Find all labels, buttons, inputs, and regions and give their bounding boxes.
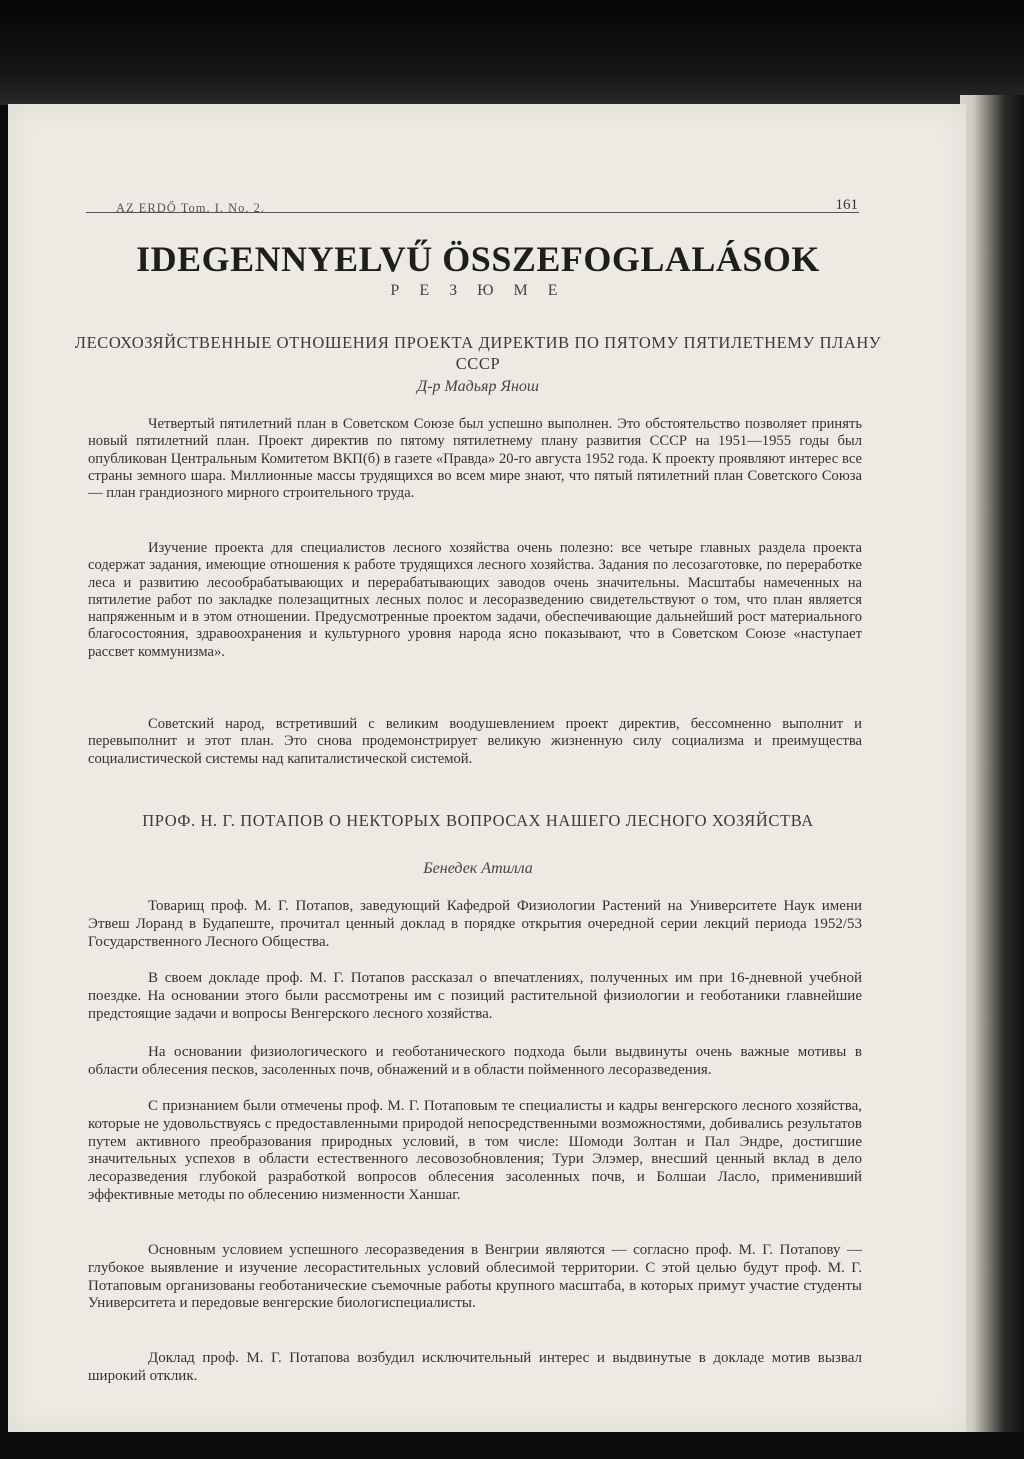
article1-heading: ЛЕСОХОЗЯЙСТВЕННЫЕ ОТНОШЕНИЯ ПРОЕКТА ДИРЕКТИВ ПО ПЯТОМУ ПЯТИЛЕТНЕМУ ПЛАНУ СССР [74, 333, 882, 373]
article1-paragraph-2: Изучение проекта для специалистов лесного хозяйства очень полезно: все четыре главных раздела проекта содержат задания, имеющие отношения к работе трудящихся лесного хозяйства. Задания по лесозаготовке, по переработке леса и развитию лесообрабатывающих и перерабатывающих заводов очень значительны. Масштабы намеченных на пятилетие работ по закладке полезащитных лесных полос и лесоразведению свидетельствуют о том, что план является напряженным и в этом отношении. Предусмотренные проектом задачи, обеспечивающие дальнейший рост материального благосостояния, здравоохранения и культурного уровня народа ясно показывают, что в Советском Союзе «наступает рассвет коммунизма». [88, 540, 862, 660]
document-page [8, 104, 966, 1432]
page-number: 161 [835, 197, 858, 213]
section-subtitle: Р Е З Ю М Е [390, 282, 566, 299]
header-rule [86, 212, 859, 213]
article2-paragraph-6: Доклад проф. М. Г. Потапова возбудил исключительный интерес и выдвинутые в докладе мотив вызвал широкий отклик. [88, 1350, 862, 1384]
article2-paragraph-4: С признанием были отмечены проф. М. Г. Потаповым те специалисты и кадры венгерского лесного хозяйства, которые не удовольствуясь с предоставленными природой непосредственными возможностями, добивались результатов путем активного преобразования природных условий, в том числе: Шомоди Золтан и Пал Эндре, достигшие значительных успехов в области естественного лесовозобновления; Тури Элэмер, внесший ценный вклад в дело лесоразведения глубокой разработкой вопросов облесения засоленных почв, и Болшаи Ласло, применивший эффективные методы по облесению низменности Ханшаг. [88, 1098, 862, 1203]
article2-paragraph-1: Товарищ проф. М. Г. Потапов, заведующий Кафедрой Физиологии Растений на Университете Наук имени Этвеш Лоранд в Будапеште, прочитал ценный доклад в порядке открытия очередной серии лекций периода 1952/53 Государственного Лесного Общества. [88, 898, 862, 950]
article2-paragraph-3: На основании физиологического и геоботанического подхода были выдвинуты очень важные мотивы в области облесения песков, засоленных почв, обнажений и в области пойменного лесоразведения. [88, 1044, 862, 1078]
journal-reference: AZ ERDŐ Tom. I. No. 2. [116, 201, 266, 215]
article1-paragraph-1: Четвертый пятилетний план в Советском Союзе был успешно выполнен. Это обстоятельство позволяет принять новый пятилетний план. Проект директив по пятому пятилетнему плану развития СССР на 1951—1955 годы был опубликован Центральным Комитетом ВКП(б) в газете «Правда» 20-го августа 1952 года. К проекту проявляют интерес все страны земного шара. Миллионные массы трудящихся во всем мире знают, что пятый пятилетний план Советского Союза — план грандиозного мирного строительного труда. [88, 416, 862, 502]
article1-author: Д-р Мадьяр Янош [417, 378, 539, 395]
scan-bottom-border [0, 1432, 1024, 1459]
scan-top-border [0, 0, 1024, 105]
article2-paragraph-2: В своем докладе проф. М. Г. Потапов рассказал о впечатлениях, полученных им при 16-дневной учебной поездке. На основании этого были рассмотрены им с позиций растительной физиологии и геоботаники главнейшие предстоящие задачи и вопросы Венгерского лесного хозяйства. [88, 970, 862, 1022]
article2-author: Бенедек Атилла [423, 860, 533, 877]
article1-paragraph-3: Советский народ, встретивший с великим воодушевлением проект директив, бессомненно выполнит и перевыполнит и этот план. Это снова продемонстрирует великую жизненную силу социализма и преимущества социалистической системы над капиталистической системой. [88, 716, 862, 767]
page-title: IDEGENNYELVŰ ÖSSZEFOGLALÁSOK [136, 239, 820, 279]
article2-heading: ПРОФ. Н. Г. ПОТАПОВ О НЕКТОРЫХ ВОПРОСАХ НАШЕГО ЛЕСНОГО ХОЗЯЙСТВА [142, 811, 814, 830]
article2-paragraph-5: Основным условием успешного лесоразведения в Венгрии являются — согласно проф. М. Г. Потапову — глубокое выявление и изучение лесорастительных условий облесимой территории. С этой целью будут проф. М. Г. Потаповым организованы геоботанические съемочные работы крупного масштаба, в которых примут участие студенты Университета и передовые венгерские биологиспециалисты. [88, 1242, 862, 1312]
book-page-edge [960, 95, 1024, 1459]
